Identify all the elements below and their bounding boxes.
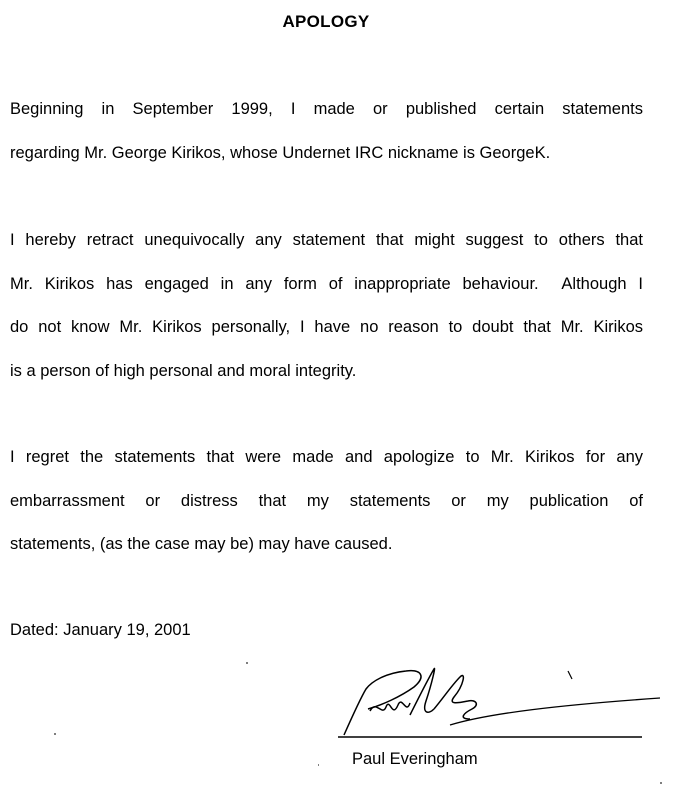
paragraph-line: I hereby retract unequivocally any statement that might suggest to others that <box>10 231 643 249</box>
paragraph-line: is a person of high personal and moral integrity. <box>10 361 357 380</box>
paragraph-line: embarrassment or distress that my statements or my publication of <box>10 491 643 510</box>
paragraph-line: Beginning in September 1999, I made or published certain statements <box>10 100 643 118</box>
scan-speck <box>246 662 248 664</box>
signer-name: Paul Everingham <box>352 750 478 768</box>
paragraph-line: I regret the statements that were made and apologize to Mr. Kirikos for any <box>10 448 643 466</box>
paragraph-retraction <box>10 219 643 393</box>
dated-line: Dated: January 19, 2001 <box>10 621 191 639</box>
paragraph-line: regarding Mr. George Kirikos, whose Undernet IRC nickname is GeorgeK. <box>10 143 551 162</box>
paragraph-regret <box>10 436 643 567</box>
scan-speck <box>660 782 662 784</box>
paragraph-line: statements, (as the case may be) may have caused. <box>10 535 393 553</box>
handwritten-signature <box>330 655 670 745</box>
paragraph-line: do not know Mr. Kirikos personally, I have no reason to doubt that Mr. Kirikos <box>10 318 643 336</box>
scan-speck <box>54 733 56 735</box>
document-title: APOLOGY <box>282 12 370 31</box>
paragraph-statements <box>10 88 643 175</box>
scan-speck <box>318 764 319 766</box>
paragraph-line: Mr. Kirikos has engaged in any form of inappropriate behaviour. Although I <box>10 274 643 293</box>
